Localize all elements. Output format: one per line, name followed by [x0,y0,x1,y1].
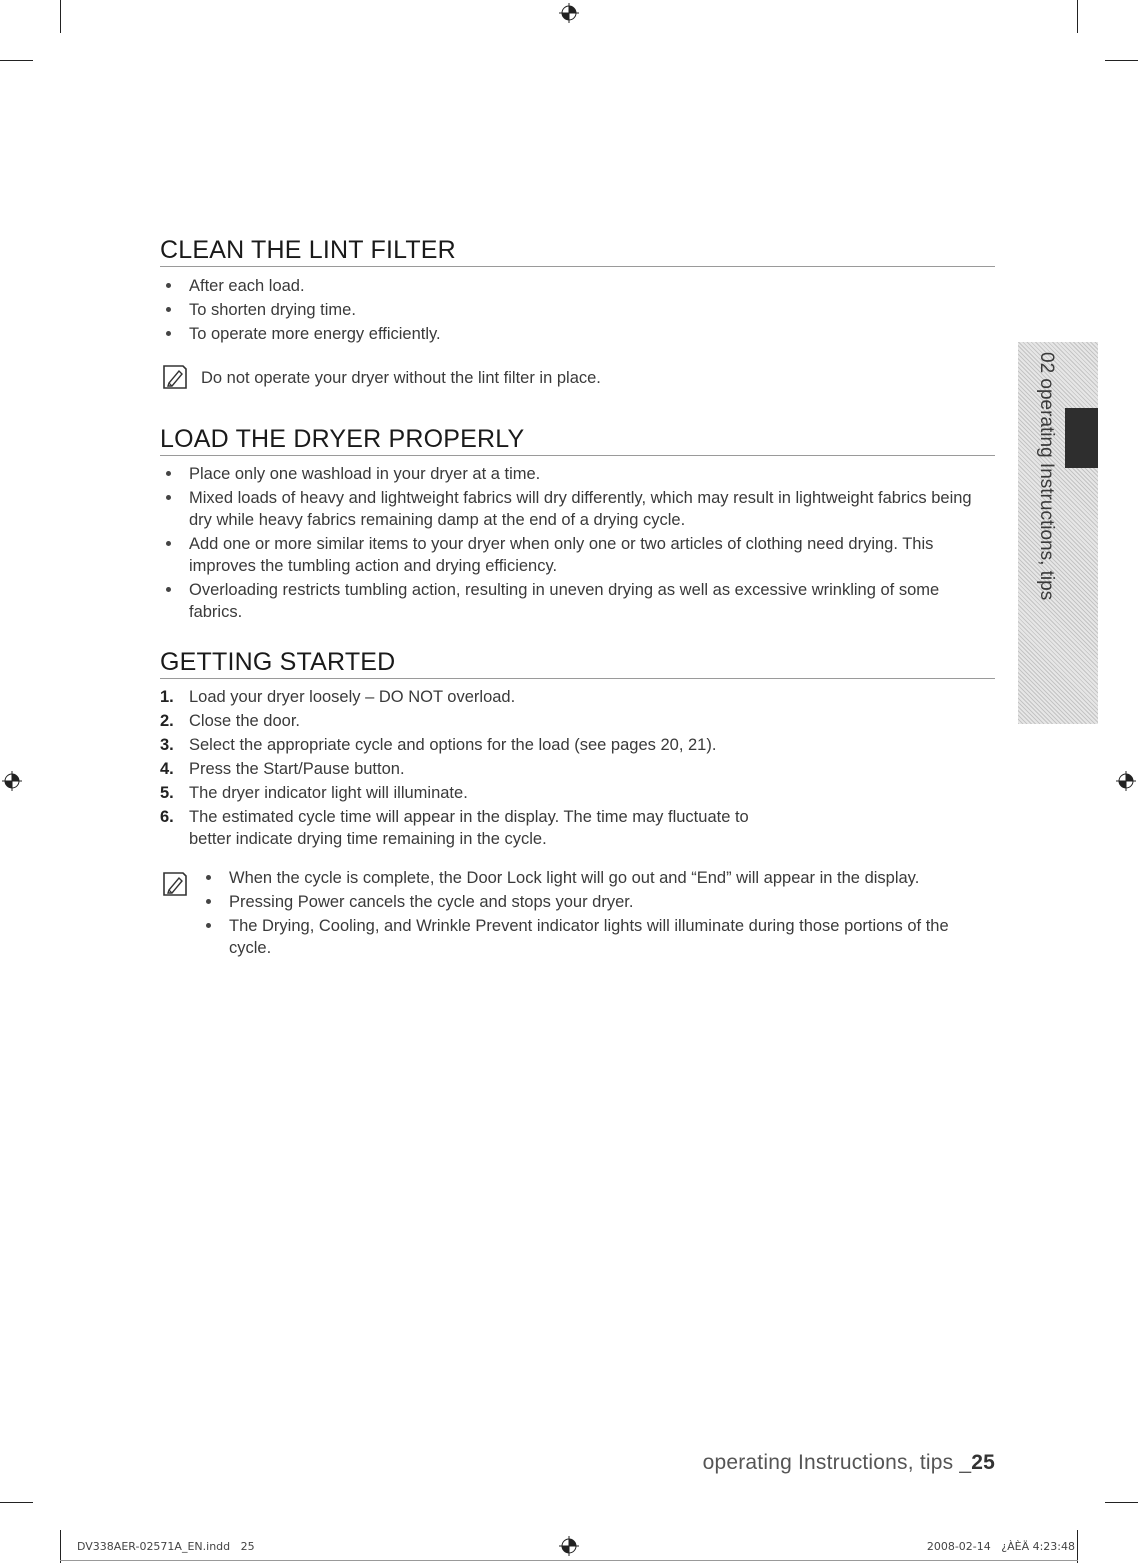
registration-mark-icon [1116,771,1136,791]
list-item: Place only one washload in your dryer at a time. [160,463,990,485]
crop-mark [0,60,33,61]
side-tab [1018,342,1098,724]
step-number: 4. [160,760,174,778]
list-item [160,806,789,850]
note-icon [161,363,189,391]
list-item: Pressing Power cancels the cycle and stops your dryer. [200,891,995,913]
note-icon [161,870,189,898]
step-text: Load your dryer loosely – DO NOT overload. [189,688,516,706]
list-item: To operate more energy efficiently. [160,323,990,345]
registration-mark-icon [2,771,22,791]
step-text: Close the door. [189,712,300,730]
list-item [160,734,990,756]
list-item: The Drying, Cooling, and Wrinkle Prevent indicator lights will illuminate during those portions of the cycle. [200,915,995,959]
step-text: The estimated cycle time will appear in the display. The time may fluctuate to better indicate drying time remaining in the cycle. [189,808,749,848]
step-text: Select the appropriate cycle and options for the load (see pages 20, 21). [189,736,717,754]
list-item: To shorten drying time. [160,299,990,321]
side-tab-label: 02 operating Instructions, tips [1036,352,1057,601]
step-number: 2. [160,712,174,730]
slug-right: 2008-02-14 ¿ÀÈÄ 4:23:48 [926,1540,1075,1553]
step-number: 6. [160,808,174,826]
step-number: 3. [160,736,174,754]
list-item [160,782,990,804]
step-number: 5. [160,784,174,802]
crop-mark [1077,0,1078,33]
list-item: Overloading restricts tumbling action, resulting in uneven drying as well as excessive wrinkling of some fabrics. [160,579,990,623]
registration-mark-icon [559,3,579,23]
start-steps [160,686,990,852]
list-item: Add one or more similar items to your dryer when only one or two articles of clothing need drying. This improves the tumbling action and drying efficiency. [160,533,990,577]
crop-mark [1077,1530,1078,1563]
load-bullets [160,463,990,625]
list-item [160,710,990,732]
step-number: 1. [160,688,174,706]
lint-note: Do not operate your dryer without the lint filter in place. [201,369,601,387]
list-item: Mixed loads of heavy and lightweight fabrics will dry differently, which may result in lightweight fabrics being dry while heavy fabrics remaining damp at the end of a drying cycle. [160,487,990,531]
page-footer-title [703,1451,995,1475]
step-text: The dryer indicator light will illuminate. [189,784,468,802]
crop-mark [1105,60,1138,61]
list-item: When the cycle is complete, the Door Lock light will go out and “End” will appear in the display. [200,867,995,889]
side-tab-accent [1065,408,1098,468]
step-text: Press the Start/Pause button. [189,760,405,778]
crop-mark [60,1530,61,1563]
registration-mark-icon [559,1536,579,1556]
crop-mark [60,0,61,33]
slug-rule [60,1560,1078,1561]
page-number: 25 [971,1451,995,1474]
start-notes [200,867,995,961]
crop-mark [0,1502,33,1503]
section-title-start: GETTING STARTED [160,648,995,679]
section-title-load: LOAD THE DRYER PROPERLY [160,425,995,456]
slug-left: DV338AER-02571A_EN.indd 25 [77,1540,255,1553]
list-item [160,686,990,708]
crop-mark [1105,1502,1138,1503]
section-title-lint: CLEAN THE LINT FILTER [160,236,995,267]
list-item: After each load. [160,275,990,297]
footer-title-text: operating Instructions, tips _ [702,1451,972,1474]
lint-bullets [160,275,990,347]
list-item [160,758,990,780]
